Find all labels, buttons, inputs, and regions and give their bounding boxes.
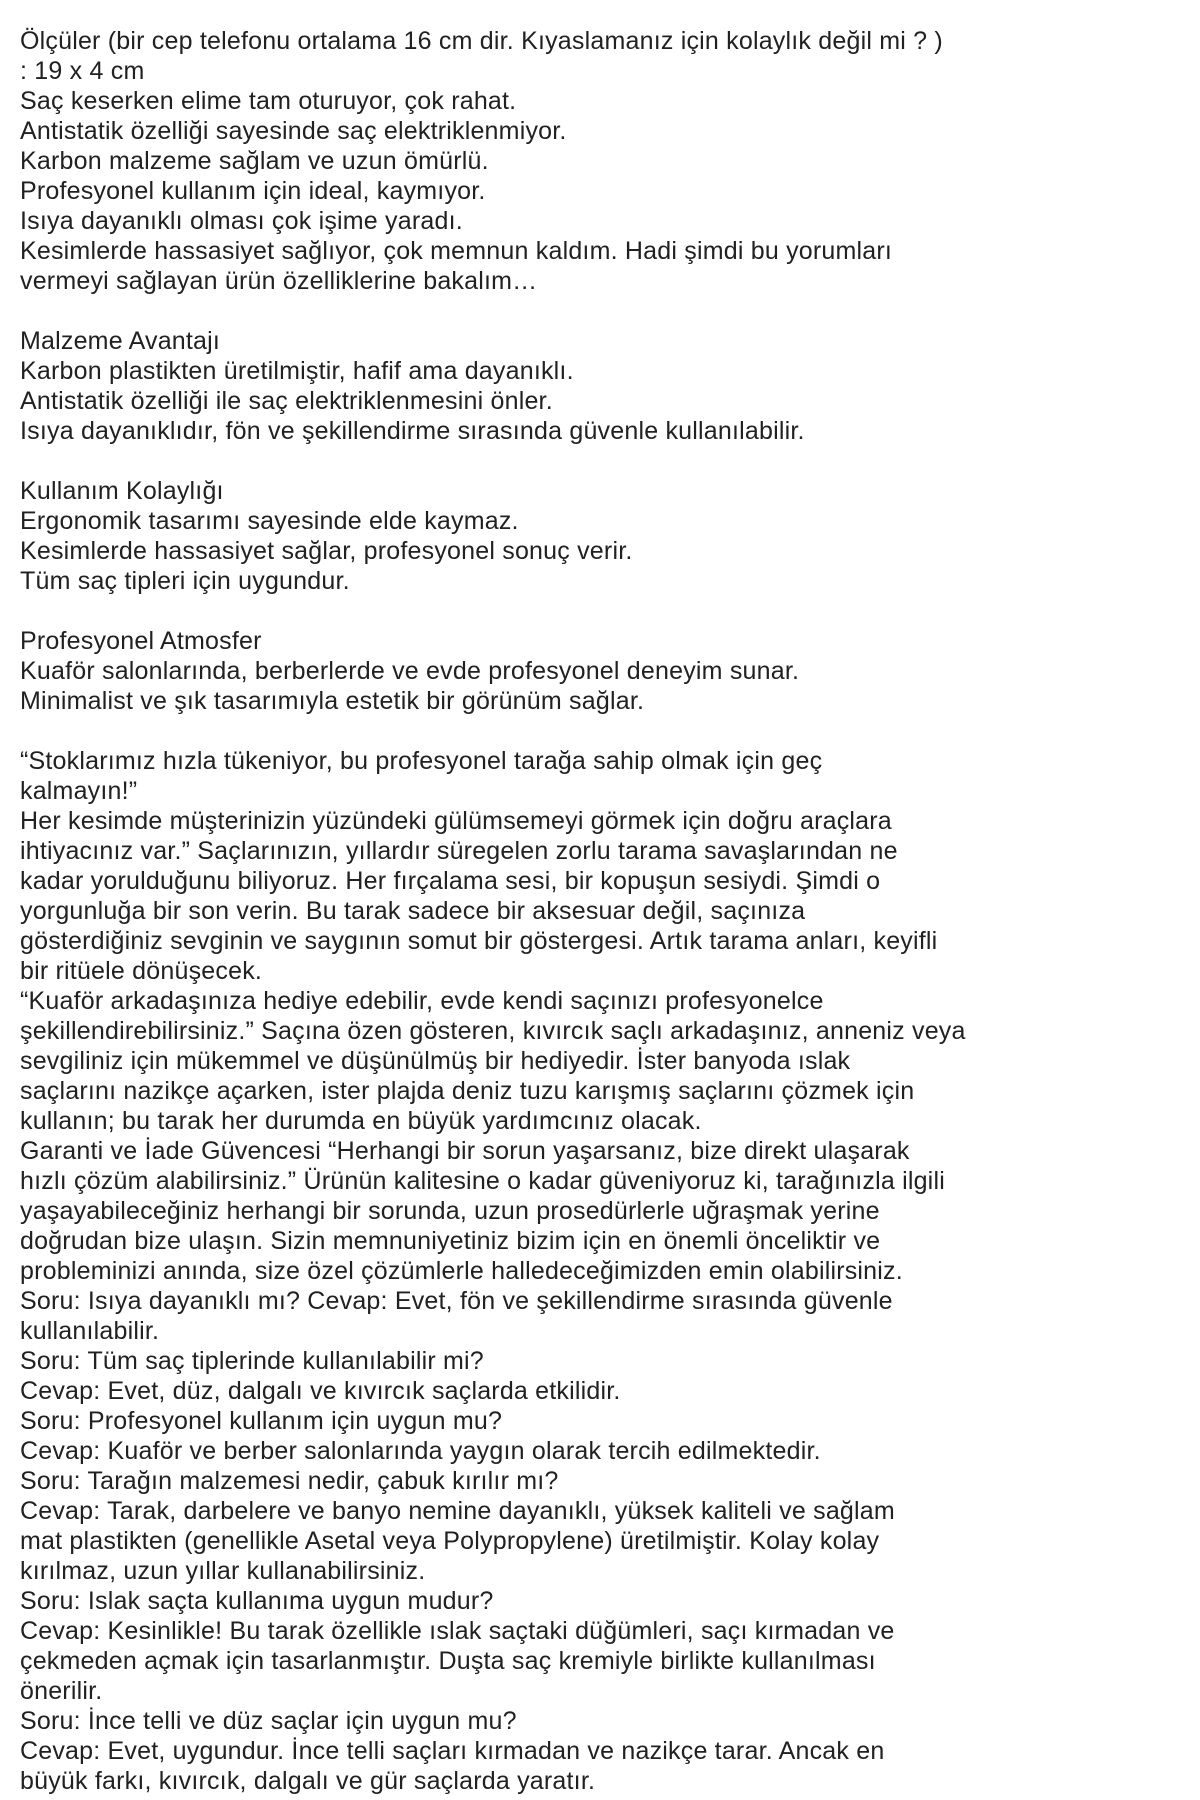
text-line: “Kuaför arkadaşınıza hediye edebilir, evde kendi saçınızı profesyonelce — [20, 987, 824, 1015]
text-line: Soru: İnce telli ve düz saçlar için uygun mu? — [20, 1707, 517, 1735]
text-line: gösterdiğiniz sevginin ve saygının somut bir göstergesi. Artık tarama anları, keyifli — [20, 927, 938, 955]
text-line: Ölçüler (bir cep telefonu ortalama 16 cm dir. Kıyaslamanız için kolaylık değil mi ? ) — [20, 27, 943, 55]
text-line: Profesyonel kullanım için ideal, kaymıyor. — [20, 177, 486, 205]
text-line: vermeyi sağlayan ürün özelliklerine bakalım… — [20, 267, 538, 295]
text-line: Ergonomik tasarımı sayesinde elde kaymaz. — [20, 507, 519, 535]
text-line: Karbon plastikten üretilmiştir, hafif ama dayanıklı. — [20, 357, 574, 385]
text-line: Soru: Profesyonel kullanım için uygun mu? — [20, 1407, 503, 1435]
text-line: Soru: Tarağın malzemesi nedir, çabuk kırılır mı? — [20, 1467, 559, 1495]
text-line: yorgunluğa bir son verin. Bu tarak sadece bir aksesuar değil, saçınıza — [20, 897, 806, 925]
text-line: Kesimlerde hassasiyet sağlıyor, çok memnun kaldım. Hadi şimdi bu yorumları — [20, 237, 893, 265]
text-line: Tüm saç tipleri için uygundur. — [20, 567, 350, 595]
text-line: kadar yorulduğunu biliyoruz. Her fırçalama sesi, bir kopuşun sesiydi. Şimdi o — [20, 867, 881, 895]
text-line: Malzeme Avantajı — [20, 327, 221, 355]
text-line: bir ritüele dönüşecek. — [20, 957, 263, 985]
text-line: Antistatik özelliği sayesinde saç elektriklenmiyor. — [20, 117, 567, 145]
text-line: Soru: Islak saçta kullanıma uygun mudur? — [20, 1587, 494, 1615]
text-line: Kuaför salonlarında, berberlerde ve evde profesyonel deneyim sunar. — [20, 657, 800, 685]
text-line: sevgiliniz için mükemmel ve düşünülmüş bir hediyedir. İster banyoda ıslak — [20, 1047, 851, 1075]
text-line: Cevap: Kuaför ve berber salonlarında yaygın olarak tercih edilmektedir. — [20, 1437, 821, 1465]
text-line: saçlarını nazikçe açarken, ister plajda deniz tuzu karışmış saçlarını çözmek için — [20, 1077, 915, 1105]
text-line: Profesyonel Atmosfer — [20, 627, 262, 655]
text-line: Isıya dayanıklıdır, fön ve şekillendirme sırasında güvenle kullanılabilir. — [20, 417, 805, 445]
paragraph-block-intro-and-reviews — [20, 26, 1190, 296]
text-line: Soru: Tüm saç tiplerinde kullanılabilir mi? — [20, 1347, 484, 1375]
paragraph-block-malzeme-avantaji — [20, 326, 1190, 446]
text-line: kırılmaz, uzun yıllar kullanabilirsiniz. — [20, 1557, 426, 1585]
text-line: kullanın; bu tarak her durumda en büyük yardımcınız olacak. — [20, 1107, 702, 1135]
text-line: Antistatik özelliği ile saç elektriklenmesini önler. — [20, 387, 553, 415]
text-line: kalmayın!” — [20, 777, 138, 805]
paragraph-block-kullanim-kolayligi — [20, 476, 1190, 596]
text-line: önerilir. — [20, 1677, 103, 1705]
text-line: : 19 x 4 cm — [20, 57, 145, 85]
text-line: Cevap: Evet, uygundur. İnce telli saçları kırmadan ve nazikçe tarar. Ancak en — [20, 1737, 885, 1765]
text-line: probleminizi anında, size özel çözümlerle halledeceğimizden emin olabilirsiniz. — [20, 1257, 903, 1285]
text-line: büyük farkı, kıvırcık, dalgalı ve gür saçlarda yaratır. — [20, 1767, 596, 1795]
paragraph-block-marketing-garanti-ve-sss — [20, 746, 1190, 1796]
text-line: kullanılabilir. — [20, 1317, 160, 1345]
document-body — [20, 26, 1190, 1796]
text-line: ihtiyacınız var.” Saçlarınızın, yıllardır süregelen zorlu tarama savaşlarından ne — [20, 837, 898, 865]
text-line: Garanti ve İade Güvencesi “Herhangi bir sorun yaşarsanız, bize direkt ulaşarak — [20, 1137, 910, 1165]
text-line: “Stoklarımız hızla tükeniyor, bu profesyonel tarağa sahip olmak için geç — [20, 747, 823, 775]
text-line: Isıya dayanıklı olması çok işime yaradı. — [20, 207, 463, 235]
text-line: Kesimlerde hassasiyet sağlar, profesyonel sonuç verir. — [20, 537, 633, 565]
text-line: Cevap: Kesinlikle! Bu tarak özellikle ıslak saçtaki düğümleri, saçı kırmadan ve — [20, 1617, 895, 1645]
text-line: Karbon malzeme sağlam ve uzun ömürlü. — [20, 147, 489, 175]
text-line: Saç keserken elime tam oturuyor, çok rahat. — [20, 87, 517, 115]
text-line: Her kesimde müşterinizin yüzündeki gülümsemeyi görmek için doğru araçlara — [20, 807, 892, 835]
text-line: Soru: Isıya dayanıklı mı? Cevap: Evet, fön ve şekillendirme sırasında güvenle — [20, 1287, 893, 1315]
text-line: Minimalist ve şık tasarımıyla estetik bir görünüm sağlar. — [20, 687, 645, 715]
text-line: çekmeden açmak için tasarlanmıştır. Duşta saç kremiyle birlikte kullanılması — [20, 1647, 876, 1675]
text-line: doğrudan bize ulaşın. Sizin memnuniyetiniz bizim için en önemli önceliktir ve — [20, 1227, 881, 1255]
text-line: Kullanım Kolaylığı — [20, 477, 224, 505]
paragraph-block-profesyonel-atmosfer — [20, 626, 1190, 716]
text-line: Cevap: Tarak, darbelere ve banyo nemine dayanıklı, yüksek kaliteli ve sağlam — [20, 1497, 895, 1525]
text-line: şekillendirebilirsiniz.” Saçına özen gösteren, kıvırcık saçlı arkadaşınız, anneniz veya — [20, 1017, 966, 1045]
text-line: mat plastikten (genellikle Asetal veya Polypropylene) üretilmiştir. Kolay kolay — [20, 1527, 880, 1555]
text-line: Cevap: Evet, düz, dalgalı ve kıvırcık saçlarda etkilidir. — [20, 1377, 621, 1405]
text-line: hızlı çözüm alabilirsiniz.” Ürünün kalitesine o kadar güveniyoruz ki, tarağınızla ilgili — [20, 1167, 945, 1195]
text-line: yaşayabileceğiniz herhangi bir sorunda, uzun prosedürlerle uğraşmak yerine — [20, 1197, 880, 1225]
